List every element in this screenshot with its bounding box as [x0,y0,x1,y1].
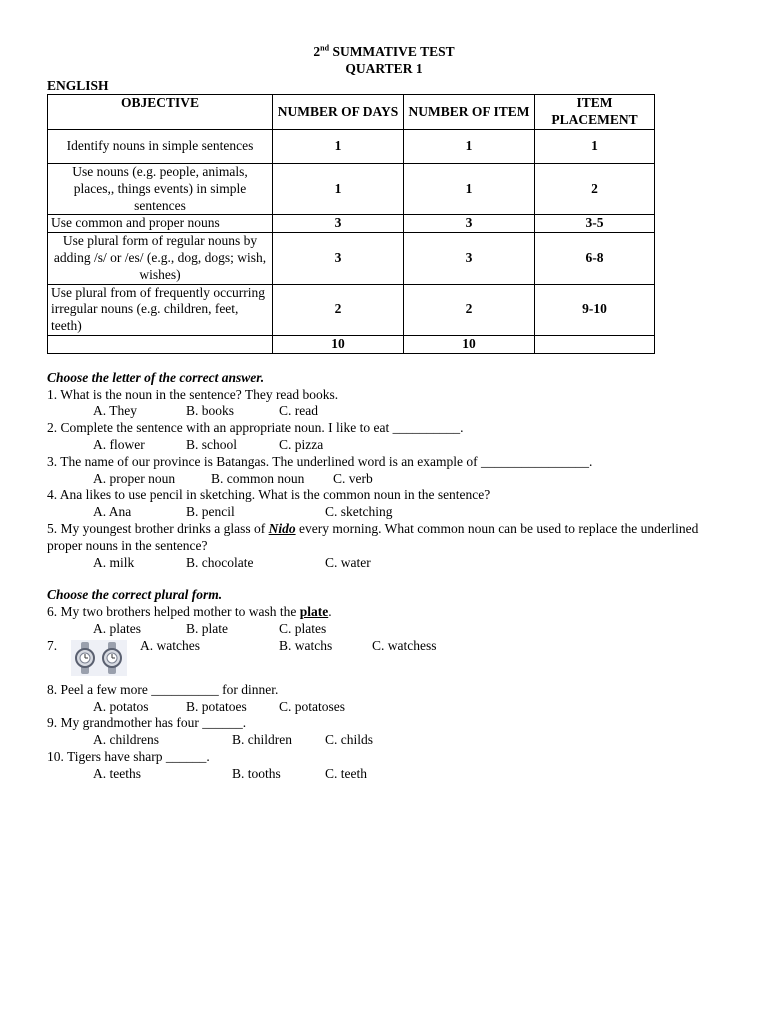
option-b: B. chocolate [186,554,254,570]
option-c: C. plates [279,620,327,636]
items-cell: 1 [404,163,535,214]
question-5: 5. My youngest brother drinks a glass of Nido every morning. What common noun can be used to replace the underlined proper nouns in the sentence? [47,520,699,553]
question-8-options [47,699,717,716]
title-text: SUMMATIVE TEST [329,44,455,59]
header-objective: OBJECTIVE [48,95,273,130]
header-placement: ITEM PLACEMENT [535,95,655,130]
option-c: C. childs [325,732,374,748]
question-7-number: 7. [47,637,58,653]
option-c: C. potatoses [279,698,345,714]
question-8: 8. Peel a few more __________ for dinner. [47,681,279,697]
objective-cell: Use nouns (e.g. people, animals, places,, things events) in simple sentences [48,163,273,214]
question-4: 4. Ana likes to use pencil in sketching. What is the common noun in the sentence? [47,487,491,503]
option-a: A. proper noun [93,470,176,486]
underlined-word: Batangas [216,453,266,469]
option-c: C. verb [333,470,373,486]
question-9: 9. My grandmother has four ______. [47,715,247,731]
objective-cell: Use common and proper nouns [48,215,273,233]
table-row [48,284,655,335]
question-5-options [47,555,717,572]
option-c: C. water [325,554,371,570]
days-cell: 3 [273,233,404,284]
objective-cell: Use plural form of regular nouns by adding /s/ or /es/ (e.g., dog, dogs; wish, wishes) [48,233,273,284]
wristwatches-icon [71,640,127,676]
objectives-table [47,94,655,353]
question-1: 1. What is the noun in the sentence? They read books. [47,386,339,402]
option-b: B. books [186,403,235,419]
underlined-word: plate [299,604,329,620]
option-a: A. potatos [93,698,149,714]
option-a: A. milk [93,554,135,570]
question-6-options [47,621,717,638]
days-cell: 3 [273,215,404,233]
page-title [47,44,721,61]
option-c: C. pizza [279,436,324,452]
total-items-cell: 10 [404,335,535,353]
total-days-cell: 10 [273,335,404,353]
placement-cell: 9-10 [535,284,655,335]
question-3: 3. The name of our province is Batangas. The underlined word is an example of ________________. [47,453,593,469]
option-a: A. plates [93,620,141,636]
question-4-options [47,504,717,521]
table-row [48,233,655,284]
question-6: 6. My two brothers helped mother to wash the plate. [47,604,332,620]
option-b: B. common noun [211,470,305,486]
items-cell: 1 [404,129,535,163]
question-10-options [47,766,717,783]
subject-label: ENGLISH [47,77,109,93]
option-a: A. teeths [93,765,141,781]
days-cell: 1 [273,163,404,214]
option-a: A. watches [140,637,200,653]
option-b: B. watchs [279,637,333,653]
test-page [47,44,717,782]
header-items: NUMBER OF ITEM [404,95,535,130]
option-a: A. Ana [93,504,132,520]
option-b: B. potatoes [186,698,247,714]
option-c: C. watchess [372,637,437,653]
items-cell: 3 [404,215,535,233]
option-c: C. sketching [325,504,393,520]
option-a: A. childrens [93,732,159,748]
part1-instruction: Choose the letter of the correct answer. [47,369,265,385]
question-3-options [47,471,717,488]
days-cell: 2 [273,284,404,335]
option-b: B. pencil [186,504,235,520]
option-c: C. teeth [325,765,367,781]
total-label-cell [48,335,273,353]
table-row [48,163,655,214]
option-b: B. children [232,732,292,748]
table-row [48,129,655,163]
title-number: 2 [313,44,321,59]
placement-cell: 3-5 [535,215,655,233]
option-a: A. They [93,403,137,419]
option-c: C. read [279,403,318,419]
question-2: 2. Complete the sentence with an appropriate noun. I like to eat __________. [47,420,464,436]
total-placement-cell [535,335,655,353]
objective-cell: Identify nouns in simple sentences [48,129,273,163]
quarter-label: QUARTER 1 [345,60,423,76]
option-b: B. tooths [232,765,281,781]
question-1-options [47,403,717,420]
option-a: A. flower [93,436,145,452]
objective-cell: Use plural from of frequently occurring irregular nouns (e.g. children, feet, teeth) [48,284,273,335]
days-cell: 1 [273,129,404,163]
part2-instruction: Choose the correct plural form. [47,587,223,603]
question-2-options [47,437,717,454]
items-cell: 2 [404,284,535,335]
placement-cell: 2 [535,163,655,214]
underlined-word: Nido [268,520,296,536]
question-9-options [47,732,717,749]
question-7 [47,638,717,682]
option-b: B. school [186,436,238,452]
placement-cell: 1 [535,129,655,163]
table-row [48,215,655,233]
question-10: 10. Tigers have sharp ______. [47,748,210,764]
option-b: B. plate [186,620,228,636]
header-days: NUMBER OF DAYS [273,95,404,130]
title-superscript: nd [320,43,330,53]
placement-cell: 6-8 [535,233,655,284]
table-header-row [48,95,655,130]
items-cell: 3 [404,233,535,284]
table-total-row [48,335,655,353]
